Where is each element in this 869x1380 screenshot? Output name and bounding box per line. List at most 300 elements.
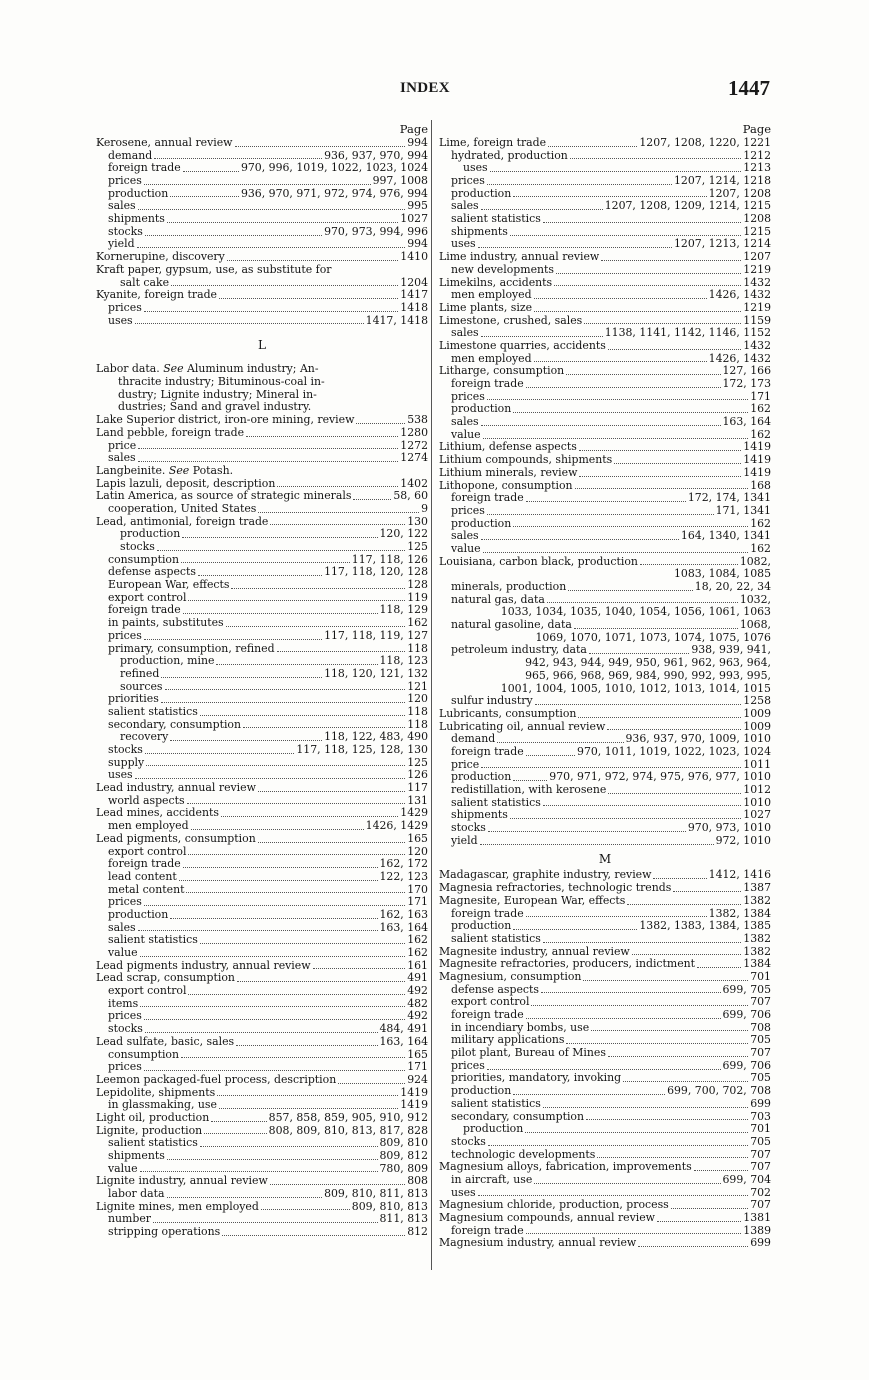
index-entry [439, 835, 771, 848]
entry-pages: 1382, 1383, 1384, 1385 [639, 919, 771, 933]
entry-text: items [108, 996, 139, 1010]
leader-dots [235, 146, 406, 147]
entry-pages: 997, 1008 [372, 174, 428, 188]
entry-pages: 1419 [743, 465, 771, 479]
entry-text: men employed [451, 351, 532, 365]
index-entry [96, 833, 428, 846]
entry-pages: 707 [750, 1046, 771, 1060]
entry-pages: 9 [421, 501, 428, 515]
entry-text: production [451, 516, 512, 530]
leader-dots [589, 653, 689, 654]
leader-dots [671, 1208, 748, 1209]
leader-dots [167, 1159, 378, 1160]
entry-text: sources [120, 679, 163, 693]
entry-pages: 171 [750, 389, 771, 403]
entry-pages: 809, 810, 811, 813 [324, 1187, 428, 1201]
entry-group [439, 137, 771, 848]
entry-pages: 162 [407, 933, 428, 947]
entry-text: foreign trade [451, 744, 524, 758]
leader-dots [526, 755, 575, 756]
entry-text: Lignite, production [96, 1123, 203, 1137]
index-entry [439, 971, 771, 984]
index-entry [96, 1188, 428, 1201]
index-entry [96, 947, 428, 960]
entry-text: Lubricants, consumption [439, 706, 577, 720]
entry-pages: 699, 706 [722, 1058, 771, 1072]
entry-text: Lignite industry, annual review [96, 1174, 268, 1188]
entry-text: price [108, 438, 137, 452]
leader-dots [480, 844, 714, 845]
entry-text: Lead sulfate, basic, sales [96, 1034, 235, 1048]
entry-pages: 163, 164 [379, 1034, 428, 1048]
entry-text: sales [108, 199, 136, 213]
entry-pages: 125 [407, 540, 428, 554]
running-head-title: INDEX [400, 80, 450, 96]
index-entry [96, 315, 428, 328]
index-entry [96, 226, 428, 239]
leader-dots [497, 742, 623, 743]
entry-pages: 1001, 1004, 1005, 1010, 1012, 1013, 1014, 1015 [500, 681, 771, 695]
see-reference: See [168, 463, 190, 477]
entry-text: sales [108, 920, 136, 934]
entry-text: sales [451, 199, 479, 213]
leader-dots [191, 829, 364, 830]
leader-dots [487, 514, 714, 515]
entry-text: sales [451, 415, 479, 429]
leader-dots [697, 967, 741, 968]
leader-dots [188, 994, 405, 995]
entry-text: minerals, production [451, 580, 567, 594]
leader-dots [353, 499, 391, 500]
entry-text: Lithium compounds, shipments [439, 453, 613, 467]
leader-dots [578, 717, 741, 718]
entry-text: sales [108, 451, 136, 465]
entry-pages: 1402 [400, 476, 428, 490]
entry-text: demand [451, 732, 496, 746]
entry-text: labor data [108, 1187, 165, 1201]
leader-dots [165, 689, 406, 690]
entry-pages: 162 [750, 427, 771, 441]
entry-text: Lapis lazuli, deposit, description [96, 476, 276, 490]
entry-text: production [451, 186, 512, 200]
entry-pages: 128 [407, 578, 428, 592]
leader-dots [534, 361, 707, 362]
index-entry [96, 427, 428, 440]
index-entry [96, 289, 428, 302]
entry-pages: 119 [407, 590, 428, 604]
index-entry [96, 1036, 428, 1049]
leader-dots [135, 778, 406, 779]
leader-dots [541, 992, 721, 993]
index-entry [439, 1136, 771, 1149]
leader-dots [657, 1221, 741, 1222]
entry-text: supply [108, 755, 145, 769]
leader-dots [356, 423, 405, 424]
entry-pages: 492 [407, 984, 428, 998]
entry-text: stocks [108, 224, 143, 238]
leader-dots [198, 575, 322, 576]
section-letter: M [598, 851, 612, 866]
index-entry [439, 340, 771, 353]
leader-dots [146, 765, 405, 766]
entry-text: Limekilns, accidents [439, 275, 553, 289]
leader-dots [526, 1018, 721, 1019]
entry-pages: 1207 [743, 250, 771, 264]
entry-text: in aircraft, use [451, 1172, 533, 1186]
entry-pages: 1426, 1432 [708, 288, 771, 302]
entry-text: primary, consumption, refined [108, 641, 275, 655]
leader-dots [222, 1235, 405, 1236]
entry-text: shipments [108, 1149, 165, 1163]
index-entry [96, 1023, 428, 1036]
entry-pages: 1213 [743, 161, 771, 175]
entry-pages: 1032, [739, 592, 771, 606]
leader-dots [543, 1107, 748, 1108]
entry-pages: 707 [750, 1198, 771, 1212]
leader-dots [601, 260, 741, 261]
leader-dots [513, 526, 748, 527]
entry-text: Louisiana, carbon black, production [439, 554, 638, 568]
entry-pages: 1382 [743, 944, 771, 958]
index-entry [439, 213, 771, 226]
entry-pages: 126 [407, 768, 428, 782]
entry-pages: 1208 [743, 212, 771, 226]
entry-pages: 162 [750, 402, 771, 416]
leader-dots [478, 1195, 749, 1196]
left-column [96, 122, 428, 1239]
entry-pages: 699, 706 [722, 1008, 771, 1022]
leader-dots [144, 184, 371, 185]
entry-text: foreign trade [451, 906, 524, 920]
entry-pages: 121 [407, 679, 428, 693]
entry-text: salient statistics [451, 931, 541, 945]
index-entry [96, 782, 428, 795]
entry-pages: 970, 973, 994, 996 [324, 224, 428, 238]
entry-text: uses [451, 1185, 476, 1199]
entry-text: Lithium minerals, review [439, 465, 578, 479]
leader-dots [623, 1081, 748, 1082]
entry-text: Magnesium, consumption [439, 969, 582, 983]
entry-pages: 1419 [743, 440, 771, 454]
entry-text: stocks [451, 1134, 486, 1148]
entry-pages: 1384 [743, 957, 771, 971]
leader-dots [243, 727, 405, 728]
index-entry [439, 1098, 771, 1111]
index-entry [96, 1049, 428, 1062]
leader-dots [186, 892, 405, 893]
entry-text: natural gasoline, data [451, 618, 572, 632]
entry-text: yield [451, 833, 478, 847]
index-entry [96, 175, 428, 188]
entry-text: metal content [108, 882, 185, 896]
leader-dots [543, 942, 741, 943]
entry-pages: 125 [407, 755, 428, 769]
entry-text: Lead pigments industry, annual review [96, 958, 311, 972]
leader-dots [170, 918, 377, 919]
leader-dots [277, 651, 406, 652]
entry-pages: 163, 164 [379, 920, 428, 934]
entry-pages: 707 [750, 1160, 771, 1174]
leader-dots [597, 1157, 748, 1158]
entry-text: cooperation, United States [108, 501, 257, 515]
entry-continuation: dustries; Sand and gravel industry. [118, 400, 312, 414]
entry-text: salient statistics [108, 1136, 198, 1150]
entry-pages: 1027 [743, 808, 771, 822]
entry-text: Aluminum industry; An- [187, 362, 319, 376]
entry-text: production [108, 186, 169, 200]
entry-pages: 1207, 1208, 1220, 1221 [639, 135, 771, 149]
entry-pages: 705 [750, 1134, 771, 1148]
index-entry [439, 543, 771, 556]
entry-text: production [451, 402, 512, 416]
index-entry [96, 934, 428, 947]
leader-dots [640, 564, 738, 565]
entry-pages: 702 [750, 1185, 771, 1199]
index-entry [439, 746, 771, 759]
index-entry [96, 213, 428, 226]
leader-dots [566, 1043, 748, 1044]
index-entry [439, 822, 771, 835]
entry-pages: 118, 123 [379, 654, 428, 668]
entry-text: Lithium, defense aspects [439, 440, 577, 454]
index-entry [96, 757, 428, 770]
leader-dots [170, 740, 322, 741]
index-entry [439, 1047, 771, 1060]
entry-text: Lubricating oil, annual review [439, 719, 606, 733]
leader-dots [586, 1119, 748, 1120]
entry-pages: 1219 [743, 262, 771, 276]
leader-dots [525, 1132, 748, 1133]
entry-text: export control [108, 590, 187, 604]
index-entry [96, 414, 428, 427]
entry-pages: 1432 [743, 275, 771, 289]
entry-pages: 1382 [743, 931, 771, 945]
entry-pages: 170 [407, 882, 428, 896]
entry-pages: 1417 [400, 288, 428, 302]
entry-group [96, 478, 428, 1239]
entry-pages: 162, 163 [379, 907, 428, 921]
leader-dots [226, 626, 406, 627]
entry-text: production [451, 1084, 512, 1098]
entry-text: Magnesium industry, annual review [439, 1236, 637, 1250]
leader-dots [270, 1184, 405, 1185]
index-entry [96, 302, 428, 315]
index-entry [439, 505, 771, 518]
entry-text: salient statistics [451, 795, 541, 809]
index-entry [439, 264, 771, 277]
entry-text: military applications [451, 1033, 565, 1047]
entry-pages: 924 [407, 1072, 428, 1086]
entry-text: production, mine [120, 654, 215, 668]
entry-text: prices [108, 895, 142, 909]
entry-pages: 168 [750, 478, 771, 492]
entry-text: value [108, 946, 138, 960]
index-entry [439, 581, 771, 594]
entry-text: Latin America, as source of strategic minerals [96, 489, 352, 503]
entry-pages: 163, 164 [722, 415, 771, 429]
leader-dots [556, 273, 741, 274]
leader-dots [510, 235, 741, 236]
entry-text: prices [108, 1009, 142, 1023]
index-entry [439, 251, 771, 264]
entry-pages: 1219 [743, 300, 771, 314]
entry-text: prices [108, 628, 142, 642]
leader-dots [183, 613, 378, 614]
index-entry [439, 467, 771, 480]
entry-pages: 1417, 1418 [365, 313, 428, 327]
leader-dots [140, 1171, 378, 1172]
entry-text: Limestone quarries, accidents [439, 338, 606, 352]
entry-text: Lead, antimonial, foreign trade [96, 514, 269, 528]
entry-text: Land pebble, foreign trade [96, 425, 245, 439]
leader-dots [513, 780, 547, 781]
entry-continuation: thracite industry; Bituminous-coal in- [118, 375, 325, 389]
entry-pages: 1419 [400, 1098, 428, 1112]
entry-pages: 120 [407, 692, 428, 706]
entry-text: stocks [451, 821, 486, 835]
entry-text: production [451, 770, 512, 784]
entry-pages: 701 [750, 1122, 771, 1136]
entry-text: uses [108, 768, 133, 782]
section-letter: L [258, 338, 266, 353]
entry-pages: 1410 [400, 250, 428, 264]
entry-text: uses [451, 237, 476, 251]
entry-pages: 1012 [743, 783, 771, 797]
entry-pages: 809, 812 [379, 1149, 428, 1163]
entry-pages: 965, 966, 968, 969, 984, 990, 992, 993, 995, [525, 668, 771, 682]
leader-dots [487, 399, 748, 400]
entry-text: Lead mines, accidents [96, 806, 219, 820]
leader-dots [579, 476, 741, 477]
entry-pages: 938, 939, 941, [691, 643, 771, 657]
leader-dots [575, 488, 749, 489]
leader-dots [481, 336, 603, 337]
entry-text: shipments [451, 224, 508, 238]
leader-dots [153, 1222, 378, 1223]
entry-text: price [451, 757, 480, 771]
entry-text: Lepidolite, shipments [96, 1085, 216, 1099]
entry-pages: 122, 123 [379, 869, 428, 883]
index-entry [96, 440, 428, 453]
leader-dots [138, 209, 406, 210]
leader-dots [574, 628, 738, 629]
entry-pages: 58, 60 [393, 489, 428, 503]
entry-text: foreign trade [108, 603, 181, 617]
entry-text: defense aspects [108, 565, 196, 579]
entry-text: production [108, 907, 169, 921]
leader-dots [137, 247, 406, 248]
entry-text: salt cake [120, 275, 170, 289]
entry-text: export control [108, 844, 187, 858]
entry-pages: 482 [407, 996, 428, 1010]
leader-dots [161, 702, 405, 703]
leader-dots [566, 374, 720, 375]
leader-dots [200, 715, 405, 716]
leader-dots [277, 486, 398, 487]
entry-pages: 701 [750, 969, 771, 983]
entry-text: prices [108, 300, 142, 314]
leader-dots [632, 954, 742, 955]
entry-text: sales [451, 529, 479, 543]
leader-dots [483, 552, 749, 553]
index-entry [439, 1212, 771, 1225]
entry-text: export control [108, 984, 187, 998]
entry-text: pilot plant, Bureau of Mines [451, 1046, 606, 1060]
entry-pages: 808 [407, 1174, 428, 1188]
index-entry-labor-data [96, 363, 428, 414]
entry-text: demand [108, 148, 153, 162]
index-entry [439, 416, 771, 429]
leader-dots [608, 349, 741, 350]
leader-dots [157, 550, 405, 551]
index-entry [96, 998, 428, 1011]
entry-pages: 118, 122, 483, 490 [324, 730, 428, 744]
leader-dots [614, 463, 741, 464]
index-entry [96, 630, 428, 643]
index-entry [439, 1123, 771, 1136]
index-entry [96, 1010, 428, 1023]
entry-text: Magnesium alloys, fabrication, improvements [439, 1160, 692, 1174]
entry-text: salient statistics [108, 933, 198, 947]
index-entry [96, 579, 428, 592]
leader-dots [216, 664, 377, 665]
page-column-label: Page [399, 122, 428, 136]
leader-dots [510, 818, 741, 819]
leader-dots [534, 311, 741, 312]
leader-dots [513, 929, 637, 930]
entry-pages: 970, 1011, 1019, 1022, 1023, 1024 [577, 744, 771, 758]
entry-pages: 936, 970, 971, 972, 974, 976, 994 [240, 186, 428, 200]
entry-text: Leemon packaged-fuel process, description [96, 1072, 337, 1086]
entry-pages: 1432 [743, 338, 771, 352]
entry-text: Lead scrap, consumption [96, 971, 235, 985]
entry-text: Labor data. [96, 362, 160, 376]
entry-text: recovery [120, 730, 169, 744]
leader-dots [481, 767, 741, 768]
entry-text: Kerosene, annual review [96, 135, 233, 149]
leader-dots [140, 1006, 405, 1007]
leader-dots [570, 158, 741, 159]
leader-dots [534, 298, 707, 299]
leader-dots [673, 891, 741, 892]
leader-dots [481, 539, 679, 540]
entry-pages: 172, 173 [722, 377, 771, 391]
entry-text: Kornerupine, discovery [96, 250, 225, 264]
entry-pages: 118 [407, 717, 428, 731]
leader-dots [513, 196, 706, 197]
leader-dots [167, 1197, 323, 1198]
index-entry [439, 933, 771, 946]
entry-pages: 117, 118, 120, 128 [324, 565, 428, 579]
entry-pages: 1011 [743, 757, 771, 771]
entry-text: production [120, 527, 181, 541]
entry-text: Magnesite industry, annual review [439, 944, 630, 958]
leader-dots [478, 247, 672, 248]
entry-pages: 1009 [743, 706, 771, 720]
entry-text: foreign trade [108, 161, 181, 175]
entry-text: Lime, foreign trade [439, 135, 547, 149]
entry-pages: 812 [407, 1225, 428, 1239]
leader-dots [270, 524, 405, 525]
entry-pages: 171 [407, 895, 428, 909]
entry-text: stocks [108, 743, 143, 757]
leader-dots [170, 196, 239, 197]
leader-dots [488, 1145, 748, 1146]
entry-text: Magnesite, European War, effects [439, 893, 626, 907]
entry-pages: 1274 [400, 451, 428, 465]
entry-continuation [439, 670, 771, 683]
entry-text: natural gas, data [451, 592, 545, 606]
